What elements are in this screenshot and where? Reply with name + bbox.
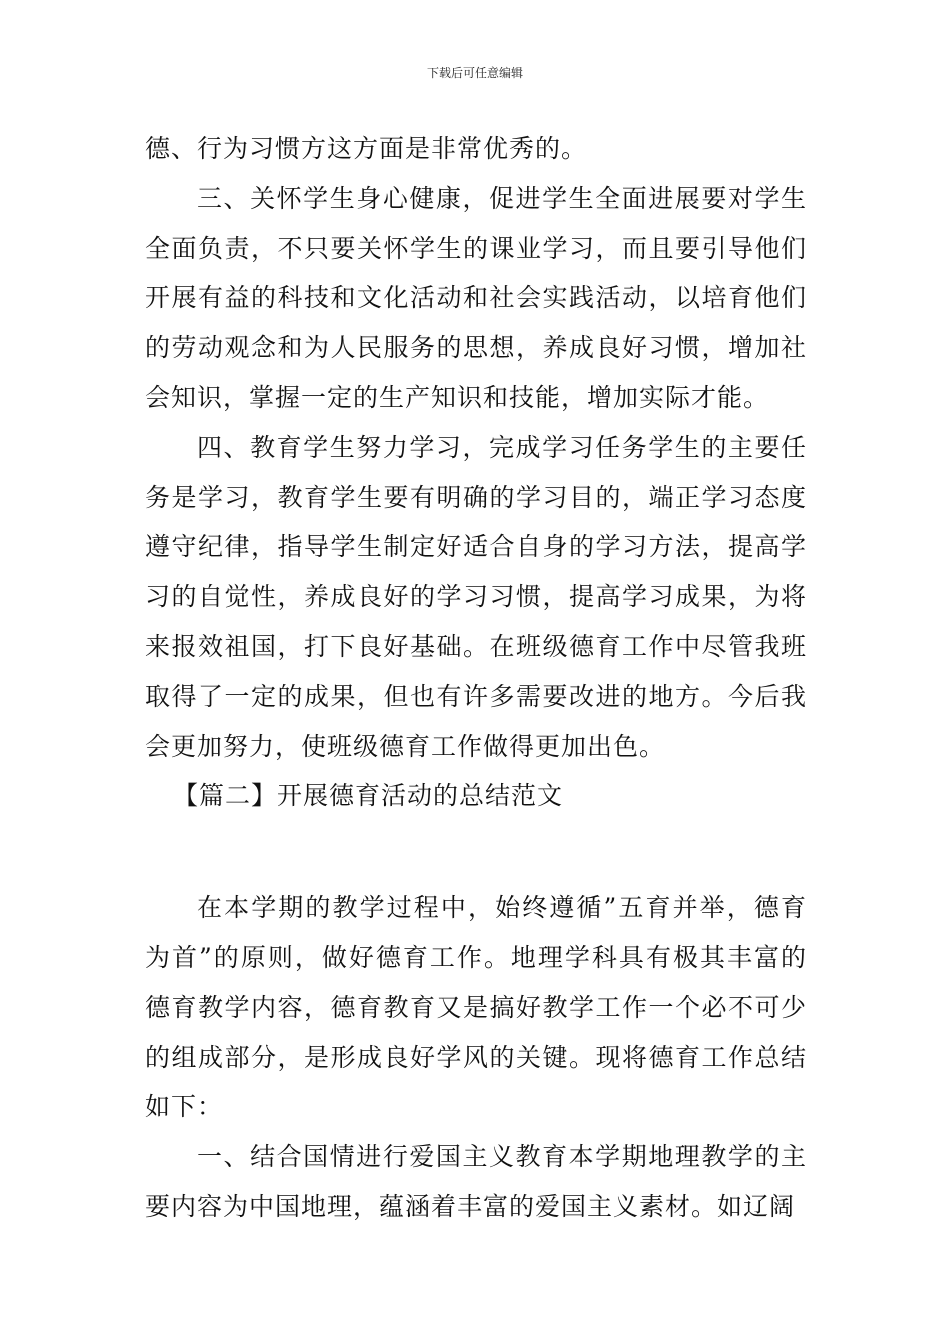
page-header: 下载后可任意编辑 bbox=[426, 66, 523, 80]
paragraph-section-four: 四、教育学生努力学习，完成学习任务学生的主要任务是学习，教育学生要有明确的学习目的，端正学习态度遵守纪律，指导学生制定好适合自身的学习方法，提高学习的自觉性，养成良好的学习习惯，提高学习成果，为将来报效祖国，打下良好基础。在班级德育工作中尽管我班取得了一定的成果，但也有许多需要改进的地方。今后我会更加努力，使班级德育工作做得更加出色。 bbox=[145, 432, 807, 761]
section-title: 【篇二】开展德育活动的总结范文 bbox=[173, 781, 564, 811]
paragraph-continuation: 德、行为习惯方这方面是非常优秀的。 bbox=[145, 134, 588, 163]
paragraph-section-three: 三、关怀学生身心健康，促进学生全面进展要对学生全面负责，不只要关怀学生的课业学习，而且要引导他们开展有益的科技和文化活动和社会实践活动，以培育他们的劳动观念和为人民服务的思想，养成良好习惯，增加社会知识，掌握一定的生产知识和技能，增加实际才能。 bbox=[145, 183, 807, 412]
paragraph-intro: 在本学期的教学过程中，始终遵循”五育并举，德育为首”的原则，做好德育工作。地理学科具有极其丰富的德育教学内容，德育教育又是搞好教学工作一个必不可少的组成部分，是形成良好学风的关键。现将德育工作总结如下： bbox=[145, 893, 807, 1122]
blank-line bbox=[145, 821, 807, 883]
paragraph-section-one: 一、结合国情进行爱国主义教育本学期地理教学的主要内容为中国地理，蕴涵着丰富的爱国主义素材。如辽阔 bbox=[145, 1142, 807, 1221]
document-body bbox=[145, 124, 807, 1232]
